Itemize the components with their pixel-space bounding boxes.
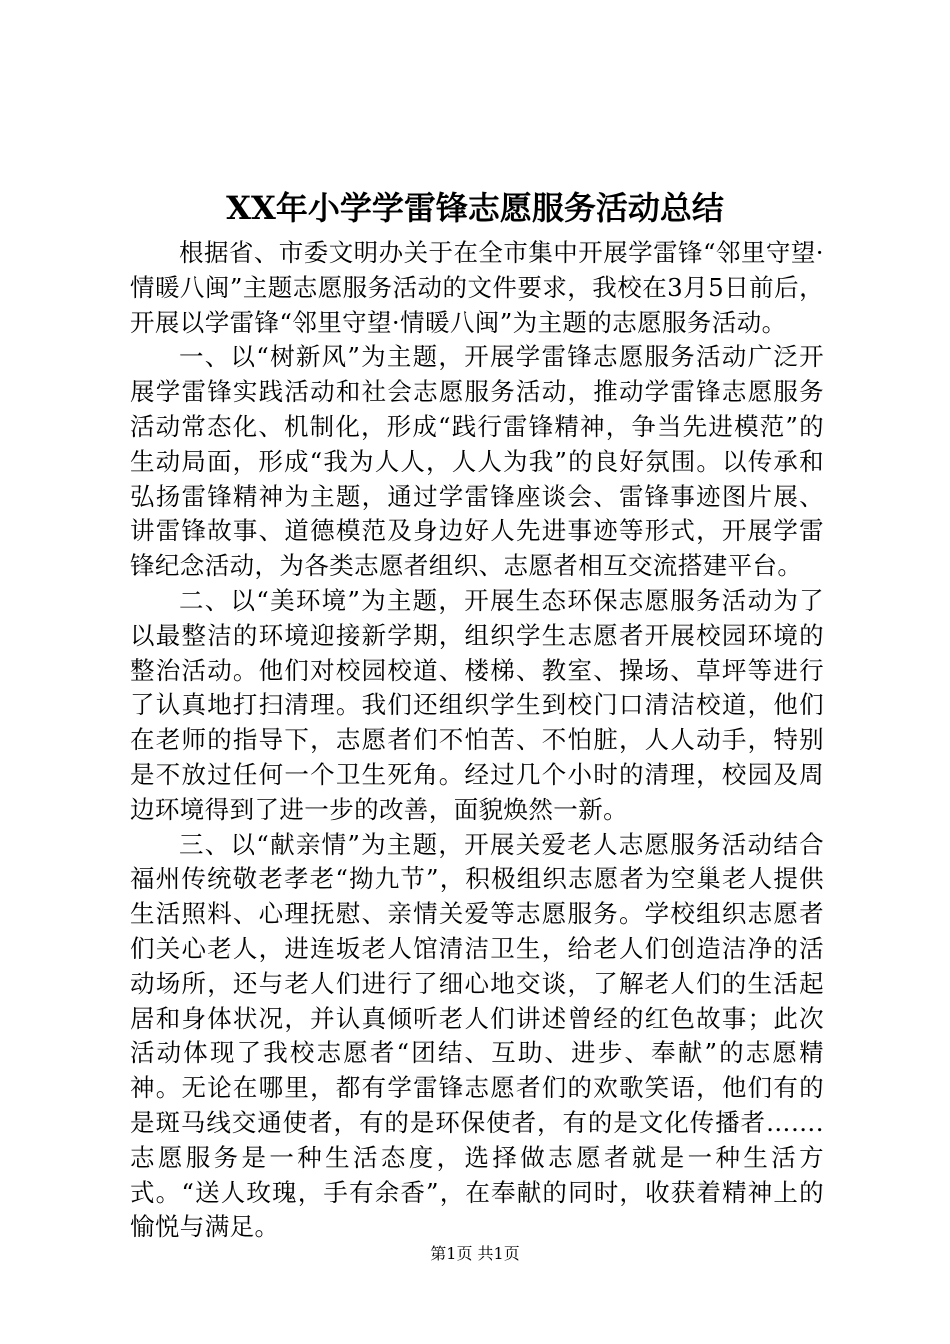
- paragraph-section-3: 三、以“献亲情”为主题，开展关爱老人志愿服务活动结合福州传统敬老孝老“拗九节”，积极组织志愿者为空巢老人提供生活照料、心理抚慰、亲情关爱等志愿服务。学校组织志愿者们关心老人，进连坂老人馆清洁卫生，给老人们创造洁净的活动场所，还与老人们进行了细心地交谈，了解老人们的生活起居和身体状况，并认真倾听老人们讲述曾经的红色故事；此次活动体现了我校志愿者“团结、互助、进步、奉献”的志愿精神。无论在哪里，都有学雷锋志愿者们的欢歌笑语，他们有的是斑马线交通使者，有的是环保使者，有的是文化传播者…….志愿服务是一种生活态度，选择做志愿者就是一种生活方式。“送人玫瑰，手有余香”，在奉献的同时，收获着精神上的愉悦与满足。: [130, 829, 824, 1242]
- page-footer: 第1页 共1页: [430, 1244, 520, 1263]
- paragraph-intro: 根据省、市委文明办关于在全市集中开展学雷锋“邻里守望·情暖八闽”主题志愿服务活动的文件要求，我校在3月5日前后，开展以学雷锋“邻里守望·情暖八闽”为主题的志愿服务活动。: [130, 238, 824, 337]
- document-title: XX年小学学雷锋志愿服务活动总结: [226, 189, 724, 227]
- paragraph-section-1: 一、以“树新风”为主题，开展学雷锋志愿服务活动广泛开展学雷锋实践活动和社会志愿服务活动，推动学雷锋志愿服务活动常态化、机制化，形成“践行雷锋精神，争当先进模范”的生动局面，形成“我为人人，人人为我”的良好氛围。以传承和弘扬雷锋精神为主题，通过学雷锋座谈会、雷锋事迹图片展、讲雷锋故事、道德模范及身边好人先进事迹等形式，开展学雷锋纪念活动，为各类志愿者组织、志愿者相互交流搭建平台。: [130, 342, 824, 581]
- document-body: [130, 236, 824, 1245]
- paragraph-section-2: 二、以“美环境”为主题，开展生态环保志愿服务活动为了以最整洁的环境迎接新学期，组织学生志愿者开展校园环境的整治活动。他们对校园校道、楼梯、教室、操场、草坪等进行了认真地打扫清理。我们还组织学生到校门口清洁校道，他们在老师的指导下，志愿者们不怕苦、不怕脏，人人动手，特别是不放过任何一个卫生死角。经过几个小时的清理，校园及周边环境得到了进一步的改善，面貌焕然一新。: [130, 585, 824, 824]
